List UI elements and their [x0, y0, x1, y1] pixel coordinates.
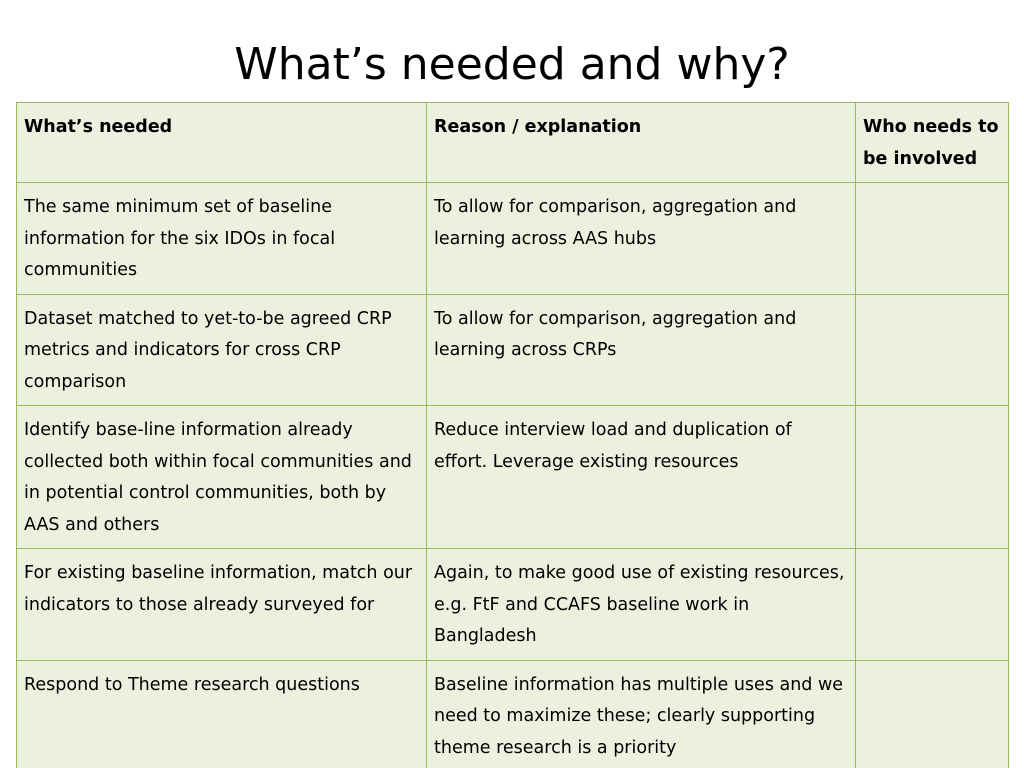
needs-table — [16, 102, 1009, 768]
cell-whats-needed: The same minimum set of baseline information for the six IDOs in focal communities — [17, 183, 427, 295]
cell-who-involved — [856, 660, 1009, 768]
cell-reason: To allow for comparison, aggregation and learning across CRPs — [427, 294, 856, 406]
table-row — [17, 549, 1009, 661]
cell-reason: Reduce interview load and duplication of effort. Leverage existing resources — [427, 406, 856, 549]
cell-who-involved — [856, 294, 1009, 406]
cell-whats-needed: Respond to Theme research questions — [17, 660, 427, 768]
cell-who-involved — [856, 183, 1009, 295]
table-row — [17, 406, 1009, 549]
cell-reason: To allow for comparison, aggregation and learning across AAS hubs — [427, 183, 856, 295]
header-reason: Reason / explanation — [427, 103, 856, 183]
table-header-row — [17, 103, 1009, 183]
header-who-involved: Who needs to be involved — [856, 103, 1009, 183]
cell-reason: Again, to make good use of existing resources, e.g. FtF and CCAFS baseline work in Bangladesh — [427, 549, 856, 661]
table-row — [17, 294, 1009, 406]
cell-whats-needed: For existing baseline information, match our indicators to those already surveyed for — [17, 549, 427, 661]
cell-reason: Baseline information has multiple uses and we need to maximize these; clearly supporting theme research is a priority — [427, 660, 856, 768]
table-row — [17, 660, 1009, 768]
slide-title: What’s needed and why? — [234, 39, 790, 90]
table-row — [17, 183, 1009, 295]
cell-whats-needed: Dataset matched to yet-to-be agreed CRP metrics and indicators for cross CRP comparison — [17, 294, 427, 406]
cell-whats-needed: Identify base-line information already collected both within focal communities and in potential control communities, both by AAS and others — [17, 406, 427, 549]
header-whats-needed: What’s needed — [17, 103, 427, 183]
cell-who-involved — [856, 549, 1009, 661]
cell-who-involved — [856, 406, 1009, 549]
